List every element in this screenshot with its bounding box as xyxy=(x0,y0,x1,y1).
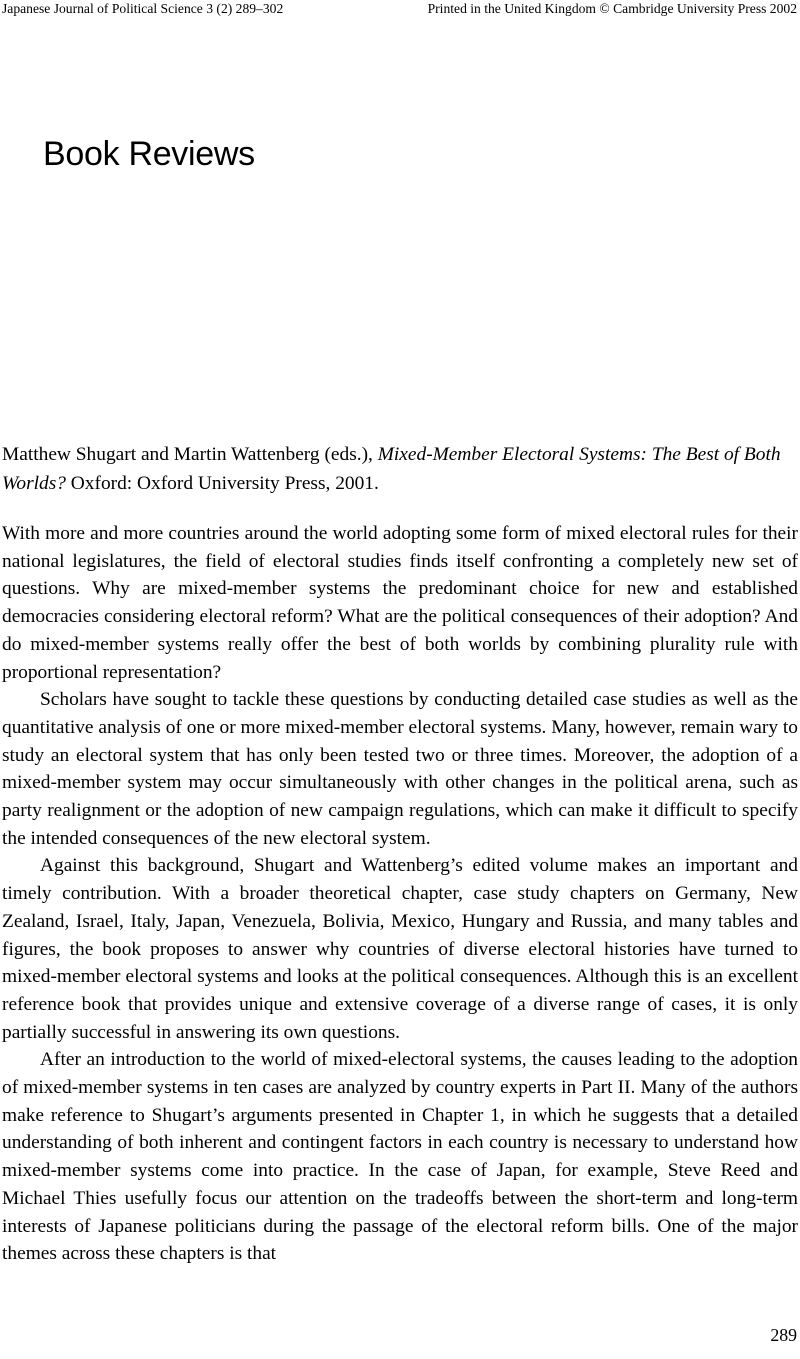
section-title: Book Reviews xyxy=(43,135,255,173)
review-body xyxy=(2,520,798,1268)
review-paragraph: With more and more countries around the world adopting some form of mixed electoral rules for their national legislatures, the field of electoral studies finds itself confronting a completely new set of questions. Why are mixed-member systems the predominant choice for new and established democracies considering electoral reform? What are the political consequences of their adoption? And do mixed-member systems really offer the best of both worlds by combining plurality rule with proportional representation? xyxy=(2,523,798,683)
book-publisher: Oxford: Oxford University Press, 2001. xyxy=(65,472,379,494)
book-citation xyxy=(2,441,798,498)
printer-copyright: Printed in the United Kingdom © Cambridge University Press 2002 xyxy=(427,1,797,16)
journal-citation: Japanese Journal of Political Science 3 (2) 289–302 xyxy=(2,1,284,16)
running-head xyxy=(0,0,800,22)
page-number: 289 xyxy=(770,1325,797,1345)
review-paragraph: After an introduction to the world of mixed-electoral systems, the causes leading to the adoption of mixed-member systems in ten cases are analyzed by country experts in Part II. Many of the authors make reference to Shugart’s arguments presented in Chapter 1, in which he suggests that a detailed understanding of both inherent and contingent factors in each country is necessary to understand how mixed-member systems come into practice. In the case of Japan, for example, Steve Reed and Michael Thies usefully focus our attention on the tradeoffs between the short-term and long-term interests of Japanese politicians during the passage of the electoral reform bills. One of the major themes across these chapters is that xyxy=(2,1049,798,1265)
review-paragraph: Against this background, Shugart and Wattenberg’s edited volume makes an important and timely contribution. With a broader theoretical chapter, case study chapters on Germany, New Zealand, Israel, Italy, Japan, Venezuela, Bolivia, Mexico, Hungary and Russia, and many tables and figures, the book proposes to answer why countries of diverse electoral histories have turned to mixed-member electoral systems and looks at the political consequences. Although this is an excellent reference book that provides unique and extensive coverage of a diverse range of cases, it is only partially successful in answering its own questions. xyxy=(2,855,798,1043)
review-paragraph: Scholars have sought to tackle these questions by conducting detailed case studies as well as the quantitative analysis of one or more mixed-member electoral systems. Many, however, remain wary to study an electoral system that has only been tested two or three times. Moreover, the adoption of a mixed-member system may occur simultaneously with other changes in the political arena, such as party realignment or the adoption of new campaign regulations, which can make it difficult to specify the intended consequences of the new electoral system. xyxy=(2,689,798,849)
book-title: Mixed-Member Electoral Systems: The Best of Both Worlds? xyxy=(2,444,781,494)
book-authors: Matthew Shugart and Martin Wattenberg (eds.), xyxy=(2,444,378,465)
